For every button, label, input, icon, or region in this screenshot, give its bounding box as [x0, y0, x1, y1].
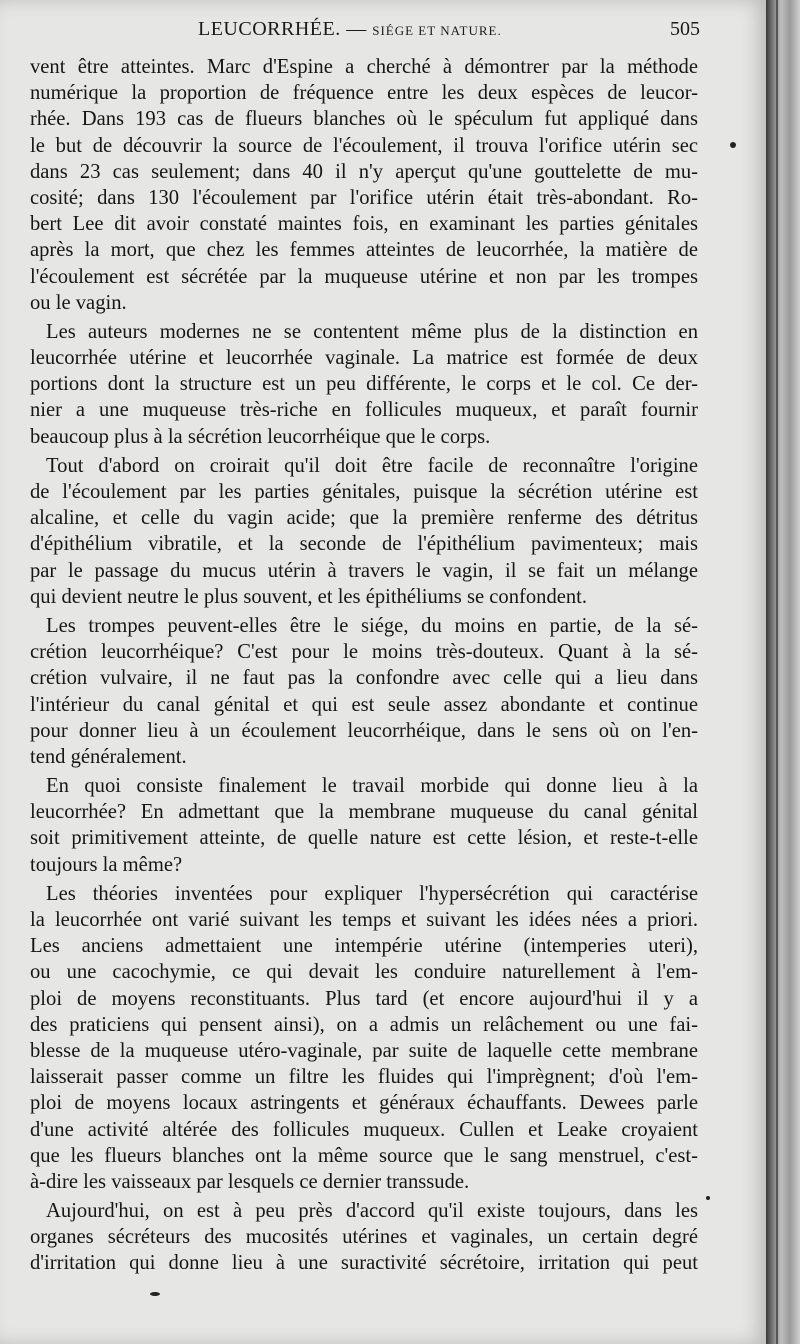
text-line: dans 23 cas seulement; dans 40 il n'y aperçut qu'une gouttelette de mu- [30, 160, 698, 183]
text-line: leucorrhée utérine et leucorrhée vaginale. La matrice est formée de deux [30, 347, 698, 370]
text-line: pour donner lieu à un écoulement leucorrhéique, dans le sens où on l'en- [30, 719, 698, 742]
text-line: d'irritation qui donne lieu à une suractivité sécrétoire, irritation qui peut [30, 1252, 698, 1275]
text-line: laisserait passer comme un filtre les fluides qui l'imprègnent; d'où l'em- [30, 1066, 698, 1089]
text-line: la leucorrhée ont varié suivant les temps et suivant les idées nées a priori. [30, 909, 698, 931]
text-line: ploi de moyens locaux astringents et généraux échauffants. Dewees parle [30, 1092, 698, 1115]
running-title-dash: — [346, 18, 367, 40]
text-line: beaucoup plus à la sécrétion leucorrhéique que le corps. [30, 425, 491, 448]
text-line: rhée. Dans 193 cas de flueurs blanches où le spéculum fut appliqué dans [30, 108, 698, 131]
text-line: de l'écoulement par les parties génitales, puisque la sécrétion utérine est [30, 481, 698, 503]
running-title-sub: SIÉGE ET NATURE. [372, 23, 502, 38]
paragraph [30, 1198, 698, 1277]
ink-speck [706, 1196, 710, 1200]
text-line: Aujourd'hui, on est à peu près d'accord qu'il existe toujours, dans les [46, 1200, 698, 1223]
paragraph [30, 613, 698, 770]
paragraph [30, 773, 698, 878]
text-line: à-dire les vaisseaux par lesquels ce dernier transsude. [30, 1170, 470, 1193]
text-line: ploi de moyens reconstituants. Plus tard (et encore aujourd'hui il y a [30, 987, 698, 1010]
running-header [30, 18, 700, 48]
text-line: blesse de la muqueuse utéro-vaginale, par suite de laquelle cette membrane [30, 1039, 698, 1062]
text-line: crétion vulvaire, il ne faut pas la confondre avec celle qui a lieu dans [30, 667, 698, 690]
text-line: des praticiens qui pensent ainsi), on a admis un relâchement ou une fai- [30, 1013, 698, 1036]
text-line: Les anciens admettaient une intempérie utérine (intemperies uteri), [30, 935, 698, 958]
text-line: cosité; dans 130 l'écoulement par l'orifice utérin était très-abondant. Ro- [30, 186, 698, 209]
text-line: portions dont la structure est un peu différente, le corps et le col. Ce der- [30, 373, 698, 396]
text-line: par le passage du mucus utérin à travers le vagin, il se fait un mélange [30, 559, 698, 582]
body-text [30, 54, 698, 1277]
text-line: l'intérieur du canal génital et qui est seule assez abondante et continue [30, 693, 698, 716]
text-line: Les auteurs modernes ne se contentent même plus de la distinction en [46, 320, 698, 343]
text-line: d'une activité altérée des follicules muqueux. Cullen et Leake croyaient [30, 1118, 698, 1141]
paragraph [30, 453, 698, 610]
text-line: toujours la même? [30, 853, 183, 876]
text-line: numérique la proportion de fréquence entre les deux espèces de leucor- [30, 82, 698, 105]
text-line: soit primitivement atteinte, de quelle nature est cette lésion, et reste-t-elle [30, 827, 698, 850]
text-line: leucorrhée? En admettant que la membrane muqueuse du canal génital [30, 801, 698, 824]
book-spine [766, 0, 800, 1344]
text-line: alcaline, et celle du vagin acide; que la première renferme des détritus [30, 507, 698, 530]
ink-speck [150, 1292, 160, 1296]
text-line: En quoi consiste finalement le travail morbide qui donne lieu à la [46, 775, 698, 798]
running-title [198, 18, 502, 41]
text-line: organes sécréteurs des mucosités utérines et vaginales, un certain degré [30, 1226, 698, 1249]
ink-speck [730, 142, 736, 148]
page-number: 505 [670, 18, 700, 40]
text-line: bert Lee dit avoir constaté maintes fois, en examinant les parties génitales [30, 213, 698, 236]
text-line: l'écoulement est sécrétée par la muqueuse utérine et non par les trompes [30, 265, 698, 288]
text-line: tend généralement. [30, 745, 187, 768]
text-line: le but de découvrir la source de l'écoulement, il trouva l'orifice utérin sec [30, 134, 698, 157]
text-line: ou le vagin. [30, 291, 127, 314]
text-line: Tout d'abord on croirait qu'il doit être facile de reconnaître l'origine [46, 454, 698, 477]
text-line: vent être atteintes. Marc d'Espine a cherché à démontrer par la méthode [30, 56, 698, 78]
text-line: que les flueurs blanches ont la même source que le sang menstruel, c'est- [30, 1144, 698, 1167]
text-line: d'épithélium vibratile, et la seconde de l'épithélium pavimenteux; mais [30, 533, 698, 556]
text-line: après la mort, que chez les femmes atteintes de leucorrhée, la matière de [30, 239, 698, 262]
text-line: qui devient neutre le plus souvent, et les épithéliums se confondent. [30, 585, 588, 608]
text-line: Les théories inventées pour expliquer l'hypersécrétion qui caractérise [46, 882, 698, 905]
text-line: ou une cacochymie, ce qui devait les conduire naturellement à l'em- [30, 961, 698, 984]
text-line: Les trompes peuvent-elles être le siége, du moins en partie, de la sé- [46, 614, 698, 637]
running-title-main: LEUCORRHÉE. [198, 18, 341, 40]
paragraph [30, 881, 698, 1195]
text-line: crétion leucorrhéique? C'est pour le moins très-douteux. Quant à la sé- [30, 641, 698, 664]
text-line: nier a une muqueuse très-riche en follicules muqueux, et paraît fournir [30, 399, 698, 422]
paragraph [30, 54, 698, 316]
paragraph [30, 319, 698, 450]
